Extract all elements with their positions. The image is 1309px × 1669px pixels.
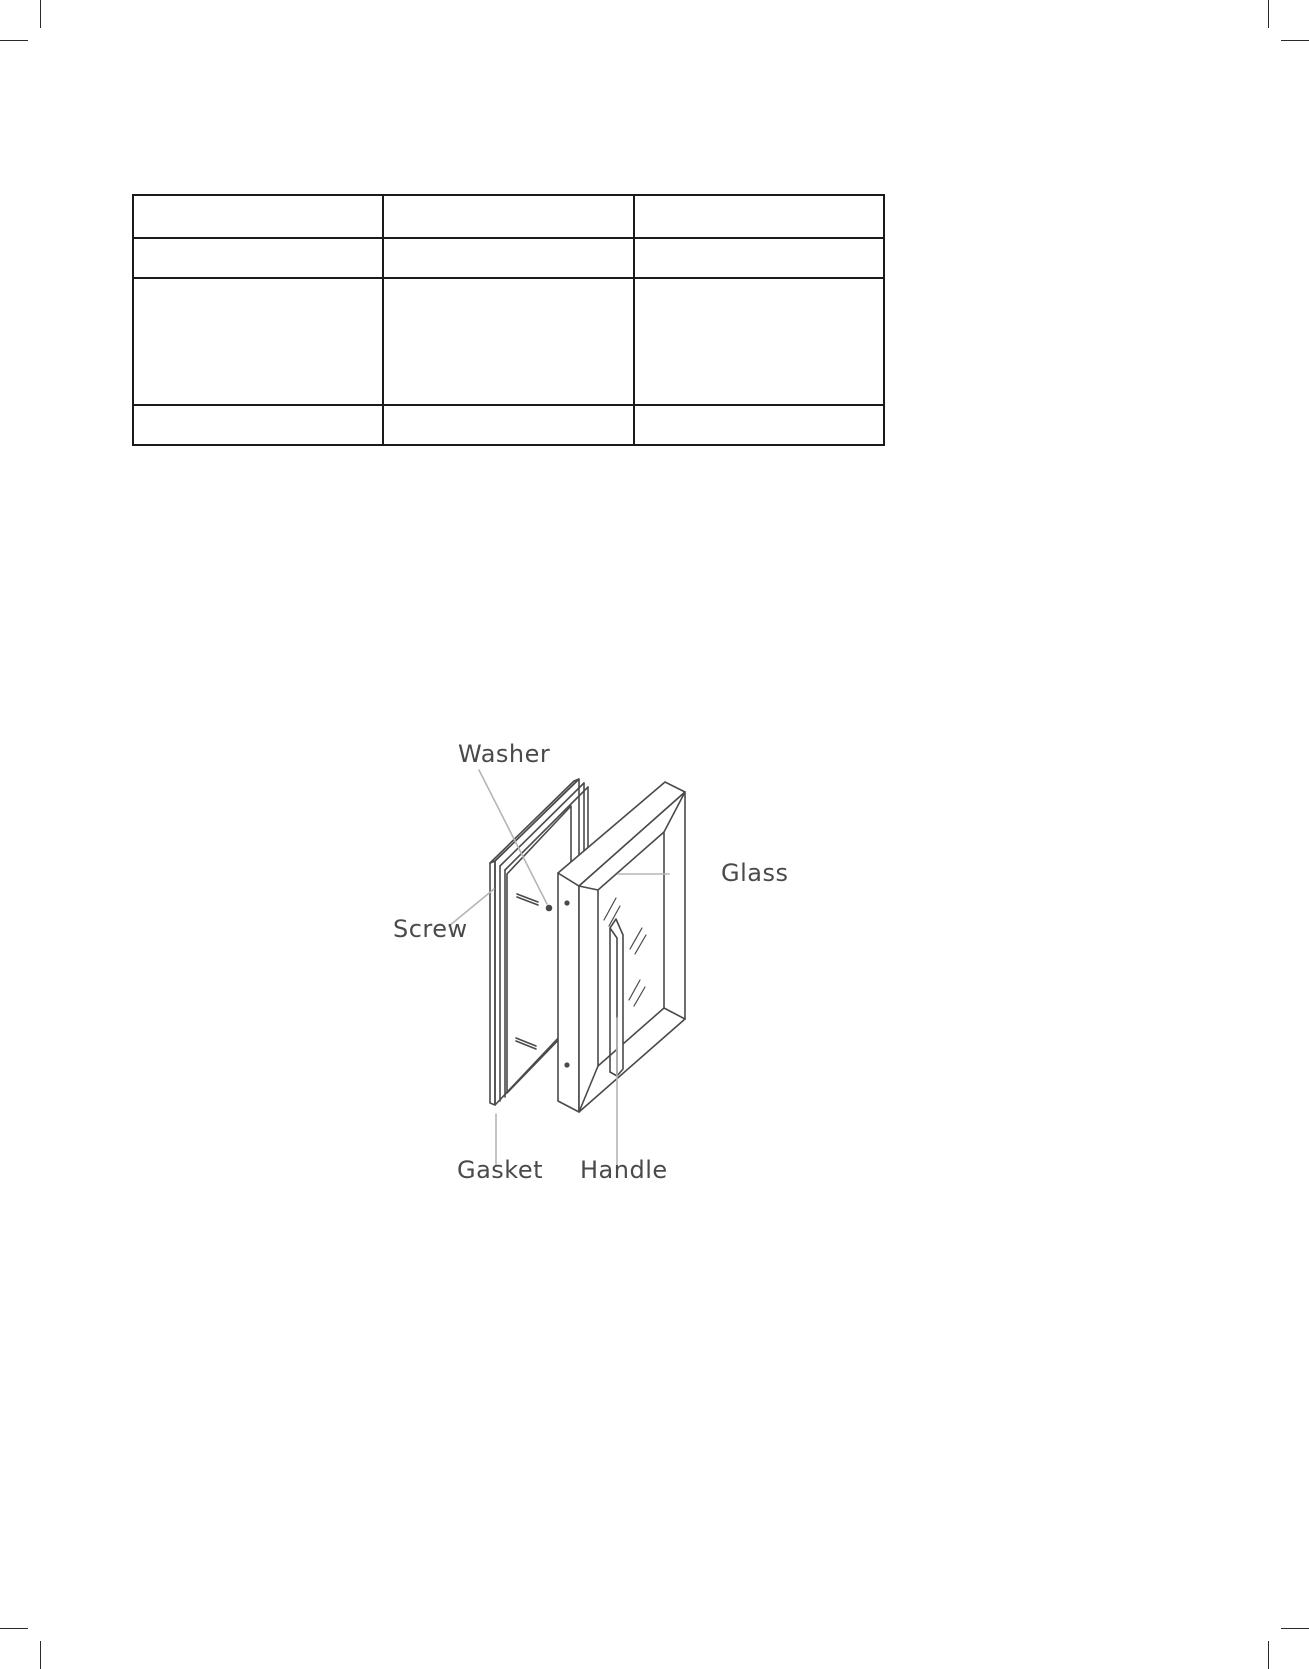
table-cell [634,195,884,238]
table-cell [634,405,884,445]
crop-mark-top-right-h [1281,40,1309,41]
screw-label: Screw [393,915,468,943]
gasket-label: Gasket [457,1156,544,1184]
table-cell [383,405,633,445]
table-row [133,195,884,238]
table-row [133,238,884,278]
table-cell [133,238,383,278]
table-row [133,278,884,405]
crop-mark-top-left-h [0,40,28,41]
crop-mark-top-left-v [40,0,41,28]
table-cell [634,238,884,278]
table-cell [383,278,633,405]
washer-dot [547,906,552,911]
table-cell [133,405,383,445]
crop-mark-bottom-left-v [40,1641,41,1669]
table-cell [133,195,383,238]
glass-label: Glass [721,859,789,887]
table-cell [383,238,633,278]
table-cell [383,195,633,238]
crop-mark-bottom-right-h [1281,1628,1309,1629]
crop-mark-bottom-right-v [1268,1641,1269,1669]
empty-table [132,194,885,446]
door-assembly-drawing [380,760,820,1200]
table-cell [133,278,383,405]
crop-mark-top-right-v [1268,0,1269,28]
crop-mark-bottom-left-h [0,1628,28,1629]
washer-label: Washer [458,740,551,768]
table-row [133,405,884,445]
door-assembly-diagram [380,740,820,1200]
handle-label: Handle [580,1156,668,1184]
table-cell [634,278,884,405]
